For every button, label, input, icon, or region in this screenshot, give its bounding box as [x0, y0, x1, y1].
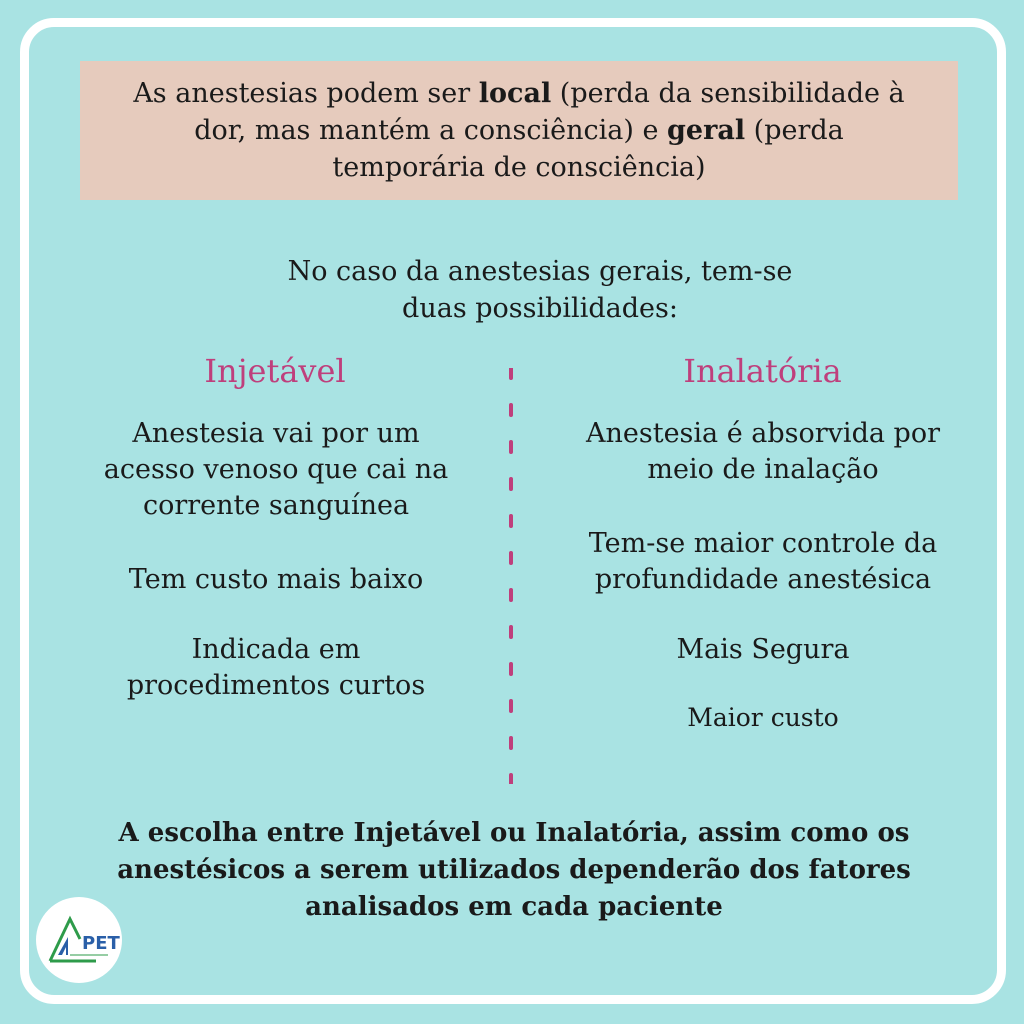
- intro-line1-pre: As anestesias podem ser: [133, 78, 479, 109]
- left-item-2: [80, 562, 472, 598]
- left-item-1-line3: corrente sanguínea: [142, 490, 410, 521]
- intro-local-term: local: [478, 78, 552, 109]
- pet-logo: [36, 897, 122, 983]
- right-item-2-line2: profundidade anestésica: [594, 564, 932, 595]
- right-item-4-line1: Maior custo: [687, 703, 839, 732]
- conclusion-text: [80, 815, 948, 926]
- right-item-2-line1: Tem-se maior controle da: [588, 528, 938, 559]
- right-item-2: [548, 526, 978, 598]
- left-item-3: [80, 632, 472, 704]
- left-item-3-line1: Indicada em: [191, 634, 361, 665]
- right-item-1-line2: meio de inalação: [647, 454, 879, 485]
- intro-text: [133, 75, 904, 186]
- intro-box: [80, 61, 958, 200]
- intro-line2-pre: dor, mas mantém a consciência) e: [194, 115, 668, 146]
- left-item-3-line2: procedimentos curtos: [126, 670, 426, 701]
- left-item-1-line2: acesso venoso que cai na: [103, 454, 449, 485]
- right-item-1: [548, 416, 978, 488]
- inalatoria-title: Inalatória: [683, 352, 842, 390]
- subtitle: [170, 253, 910, 327]
- right-item-3-line1: Mais Segura: [676, 634, 850, 665]
- left-item-1-line1: Anestesia vai por um: [132, 418, 420, 449]
- subtitle-line1: No caso da anestesias gerais, tem-se: [287, 256, 793, 287]
- injetavel-title: Injetável: [204, 352, 346, 390]
- conclusion-line3: analisados em cada paciente: [305, 892, 723, 922]
- right-item-3: [548, 632, 978, 668]
- left-item-1: [80, 416, 472, 524]
- pet-logo-icon: [36, 897, 122, 983]
- right-item-1-line1: Anestesia é absorvida por: [586, 418, 940, 449]
- intro-line2-post: (perda: [745, 115, 844, 146]
- conclusion-line1: A escolha entre Injetável ou Inalatória, assim como os: [118, 818, 910, 848]
- right-item-4: [548, 700, 978, 736]
- intro-line3: temporária de consciência): [332, 152, 706, 183]
- intro-line1-post: (perda da sensibilidade à: [551, 78, 905, 109]
- subtitle-line2: duas possibilidades:: [402, 293, 678, 324]
- dashed-divider: [507, 368, 515, 784]
- conclusion-line2: anestésicos a serem utilizados dependerão dos fatores: [117, 855, 911, 885]
- pet-logo-text: PET: [82, 933, 120, 954]
- intro-geral-term: geral: [667, 115, 746, 146]
- left-item-2-line1: Tem custo mais baixo: [128, 564, 424, 595]
